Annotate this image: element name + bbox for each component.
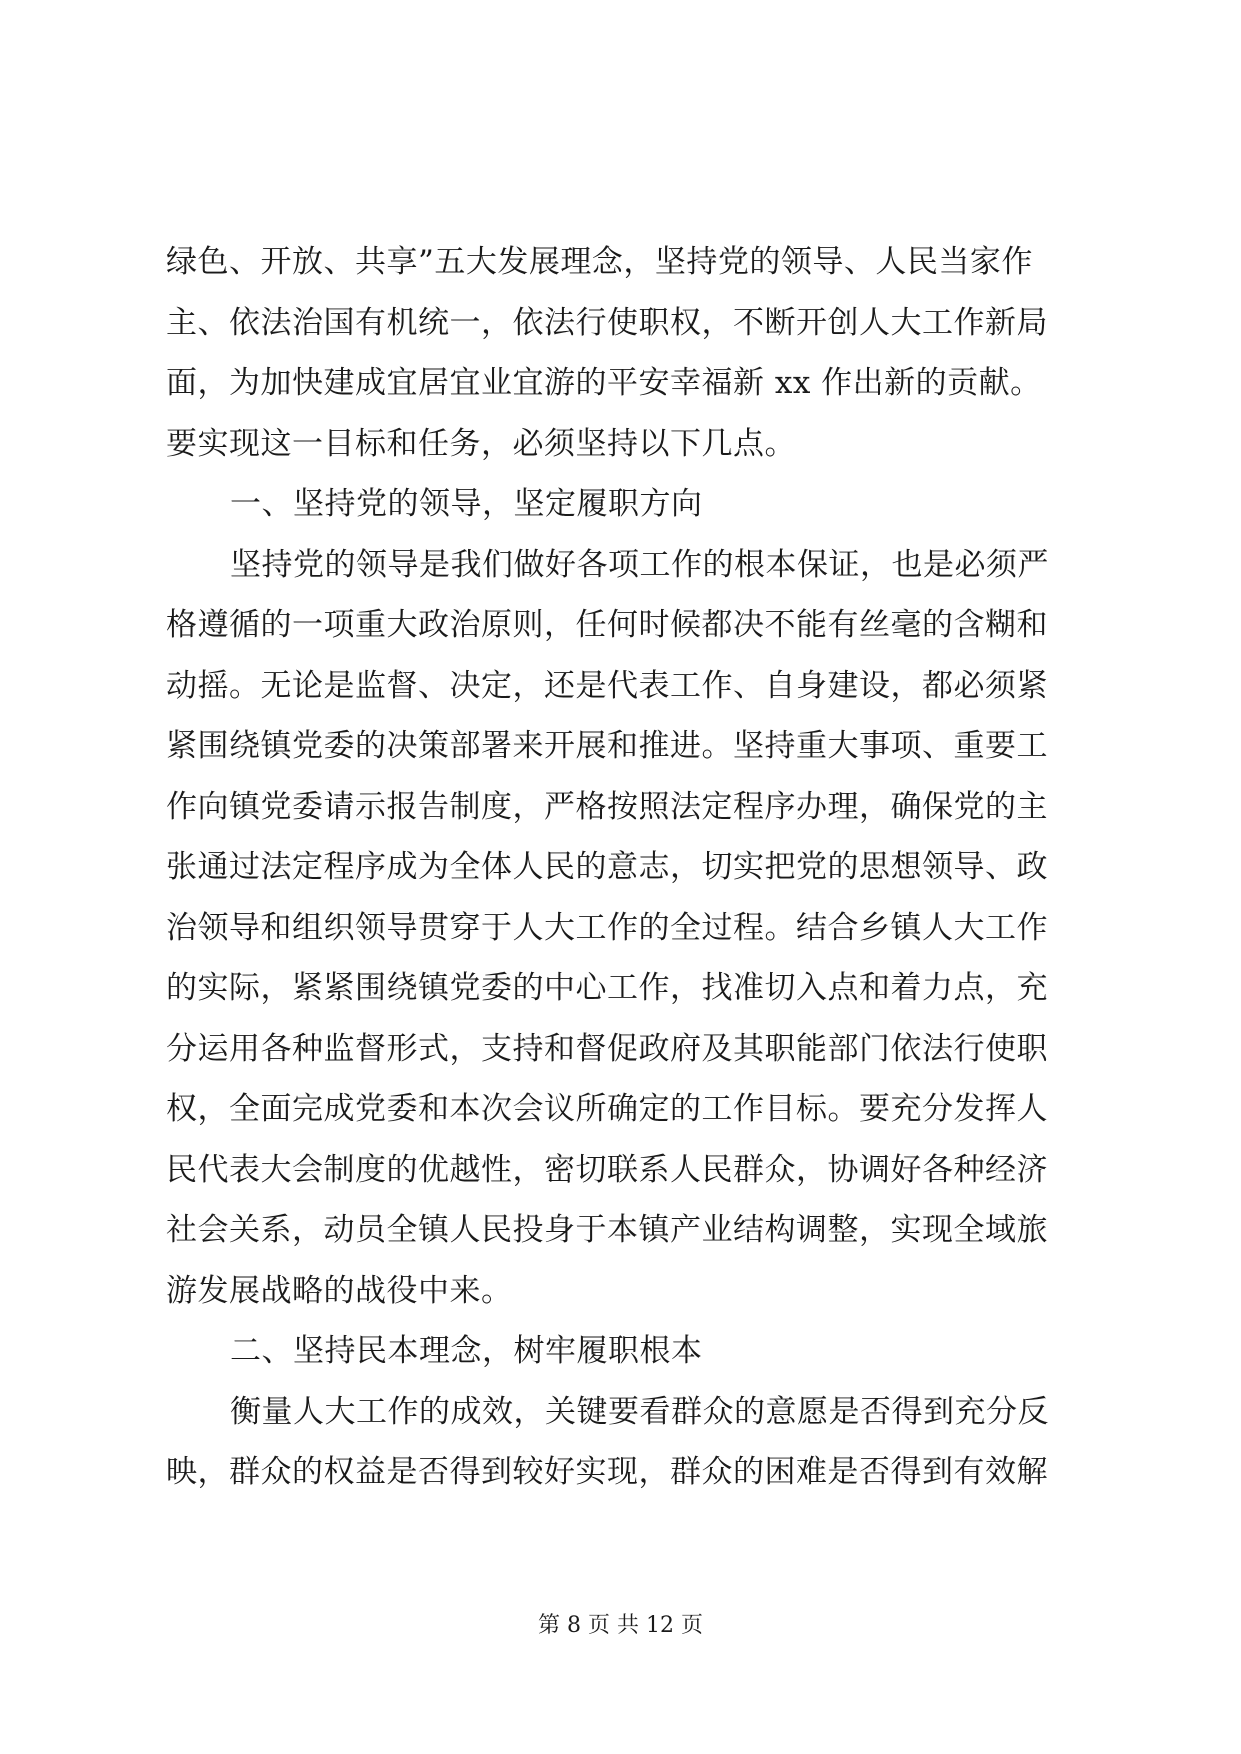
- text-line: 衡量人大工作的成效，关键要看群众的意愿是否得到充分反: [230, 1393, 1049, 1430]
- text-line: 动摇。无论是监督、决定，还是代表工作、自身建设，都必须紧: [166, 667, 1048, 704]
- text-line: 民代表大会制度的优越性，密切联系人民群众，协调好各种经济: [166, 1151, 1048, 1188]
- text-line: 一、坚持党的领导，坚定履职方向: [230, 486, 703, 522]
- page-footer: 第 8 页 共 12 页: [538, 1613, 703, 1638]
- text-line: 张通过法定程序成为全体人民的意志，切实把党的思想领导、政: [166, 849, 1048, 885]
- text-line: 社会关系，动员全镇人民投身于本镇产业结构调整，实现全域旅: [166, 1212, 1048, 1248]
- text-line: 游发展战略的战役中来。: [166, 1272, 513, 1309]
- text-line: 要实现这一目标和任务，必须坚持以下几点。: [166, 425, 796, 462]
- text-line: 作向镇党委请示报告制度，严格按照法定程序办理，确保党的主: [166, 788, 1048, 825]
- text-line: 映，群众的权益是否得到较好实现，群众的困难是否得到有效解: [166, 1454, 1048, 1490]
- text-line: 二、坚持民本理念，树牢履职根本: [230, 1333, 703, 1369]
- text-line: 主、依法治国有机统一，依法行使职权，不断开创人大工作新局: [166, 304, 1048, 341]
- text-line: 坚持党的领导是我们做好各项工作的根本保证，也是必须严: [230, 546, 1049, 583]
- document-body: [166, 232, 1086, 1503]
- text-line: 分运用各种监督形式，支持和督促政府及其职能部门依法行使职: [166, 1030, 1048, 1067]
- text-line: 面，为加快建成宜居宜业宜游的平安幸福新 xx 作出新的贡献。: [166, 365, 1042, 401]
- text-line: 格遵循的一项重大政治原则，任何时候都决不能有丝毫的含糊和: [166, 607, 1048, 643]
- text-line: 的实际，紧紧围绕镇党委的中心工作，找准切入点和着力点，充: [166, 970, 1048, 1006]
- text-line: 绿色、开放、共享”五大发展理念，坚持党的领导、人民当家作: [166, 244, 1033, 280]
- text-line: 权，全面完成党委和本次会议所确定的工作目标。要充分发挥人: [166, 1091, 1048, 1127]
- text-line: 治领导和组织领导贯穿于人大工作的全过程。结合乡镇人大工作: [166, 909, 1048, 946]
- text-line: 紧围绕镇党委的决策部署来开展和推进。坚持重大事项、重要工: [166, 728, 1048, 764]
